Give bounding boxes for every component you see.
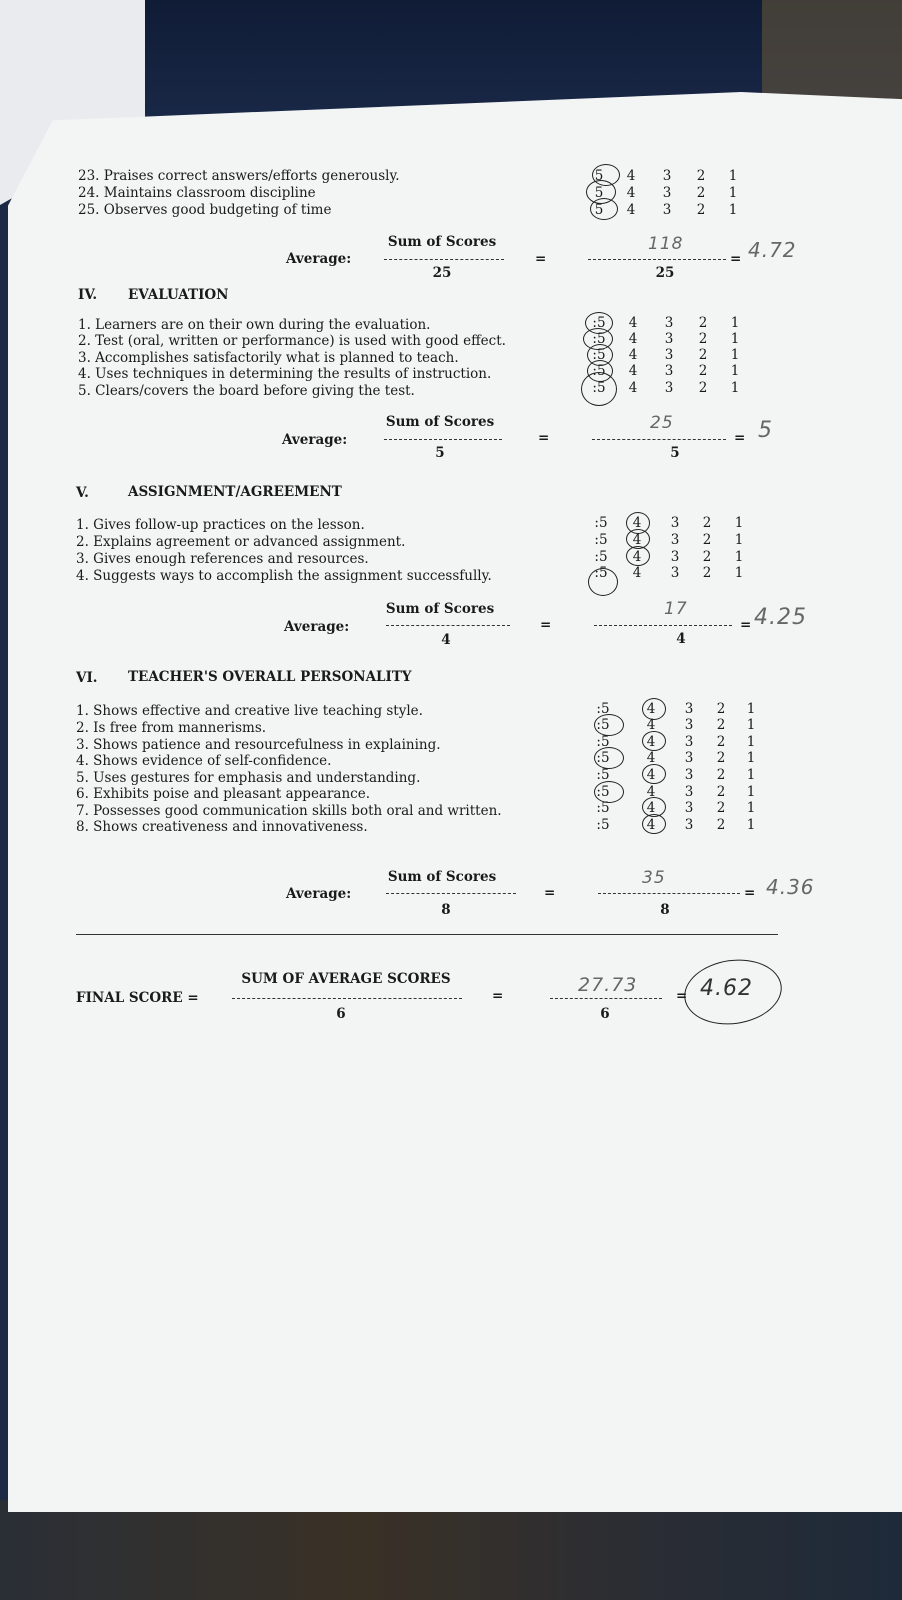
- rating-option-2[interactable]: 2: [702, 515, 712, 531]
- divisor: 4: [441, 632, 451, 648]
- rating-option-1[interactable]: 1: [746, 717, 756, 733]
- divisor: 4: [676, 631, 686, 647]
- rating-option-3[interactable]: 3: [684, 750, 694, 766]
- section-title: ASSIGNMENT/AGREEMENT: [128, 484, 342, 500]
- rating-option-3[interactable]: 3: [664, 347, 674, 363]
- rating-option-4[interactable]: 4: [628, 380, 638, 396]
- divisor: 8: [660, 902, 670, 918]
- rating-option-5[interactable]: :5: [592, 315, 606, 331]
- rating-option-2[interactable]: 2: [702, 532, 712, 548]
- selected-mark: [642, 731, 666, 751]
- equals-sign: =: [492, 988, 504, 1004]
- rating-option-2[interactable]: 2: [698, 315, 708, 331]
- rating-option-3[interactable]: 3: [662, 202, 672, 218]
- selected-mark: [590, 198, 618, 220]
- item-text: 8. Shows creativeness and innovativeness.: [76, 819, 368, 835]
- handwritten-sum: 17: [664, 599, 688, 619]
- item-text: 4. Suggests ways to accomplish the assignment successfully.: [76, 568, 492, 584]
- equals-sign: =: [734, 430, 746, 446]
- rating-option-5[interactable]: :5: [596, 784, 610, 800]
- fraction-bar: [232, 998, 462, 999]
- rating-option-4[interactable]: 4: [646, 767, 656, 783]
- divisor: 6: [600, 1006, 610, 1022]
- item-text: 7. Possesses good communication skills both oral and written.: [76, 803, 502, 819]
- rating-option-3[interactable]: 3: [664, 315, 674, 331]
- rating-option-2[interactable]: 2: [696, 202, 706, 218]
- handwritten-average: 4.36: [766, 875, 815, 899]
- rating-option-4[interactable]: 4: [626, 202, 636, 218]
- rating-option-1[interactable]: 1: [728, 202, 738, 218]
- rating-option-1[interactable]: 1: [730, 315, 740, 331]
- rating-option-5[interactable]: :5: [592, 363, 606, 379]
- item-text: 2. Explains agreement or advanced assignment.: [76, 534, 406, 550]
- rating-option-3[interactable]: 3: [670, 532, 680, 548]
- fraction-bar: [386, 893, 516, 894]
- rating-option-1[interactable]: 1: [728, 185, 738, 201]
- divisor: 5: [670, 445, 680, 461]
- rating-option-4[interactable]: 4: [646, 701, 656, 717]
- rating-option-4[interactable]: 4: [628, 331, 638, 347]
- rating-option-4[interactable]: 4: [628, 315, 638, 331]
- equals-sign: =: [538, 430, 550, 446]
- selected-mark: [594, 714, 624, 736]
- section-number: IV.: [78, 287, 98, 303]
- handwritten-sum: 35: [642, 868, 666, 888]
- rating-option-3[interactable]: 3: [684, 717, 694, 733]
- divisor: 8: [441, 902, 451, 918]
- divisor: 6: [336, 1006, 346, 1022]
- rating-option-3[interactable]: 3: [664, 380, 674, 396]
- item-text: 4. Uses techniques in determining the results of instruction.: [78, 366, 492, 382]
- equals-sign: =: [540, 617, 552, 633]
- average-label: Average:: [284, 619, 350, 635]
- fraction-bar: [588, 259, 726, 260]
- fraction-bar: [598, 893, 740, 894]
- rating-option-1[interactable]: 1: [746, 817, 756, 833]
- rating-option-2[interactable]: 2: [716, 800, 726, 816]
- rating-option-3[interactable]: 3: [664, 363, 674, 379]
- rating-option-5[interactable]: :5: [594, 532, 608, 548]
- rating-option-2[interactable]: 2: [698, 380, 708, 396]
- rating-option-5[interactable]: :5: [596, 734, 610, 750]
- rating-option-3[interactable]: 3: [662, 185, 672, 201]
- rating-option-4[interactable]: 4: [628, 347, 638, 363]
- item-text: 3. Gives enough references and resources.: [76, 551, 369, 567]
- section-number: VI.: [76, 670, 98, 686]
- rating-option-4[interactable]: 4: [646, 800, 656, 816]
- item-text: 2. Test (oral, written or performance) is used with good effect.: [78, 333, 506, 349]
- final-score-label: FINAL SCORE =: [76, 990, 199, 1006]
- rating-option-1[interactable]: 1: [730, 380, 740, 396]
- rating-option-5[interactable]: :5: [596, 701, 610, 717]
- selected-mark: [642, 764, 666, 784]
- average-label: Average:: [282, 432, 348, 448]
- rating-option-3[interactable]: 3: [684, 701, 694, 717]
- rating-option-2[interactable]: 2: [698, 363, 708, 379]
- rating-option-1[interactable]: 1: [730, 363, 740, 379]
- rating-option-1[interactable]: 1: [746, 767, 756, 783]
- item-23: 23. Praises correct answers/efforts generously.: [78, 168, 400, 184]
- rating-option-5[interactable]: :5: [594, 549, 608, 565]
- rating-option-1[interactable]: 1: [730, 347, 740, 363]
- fraction-bar: [384, 259, 504, 260]
- item-text: 5. Clears/covers the board before giving the test.: [78, 383, 415, 399]
- rating-option-5[interactable]: :5: [594, 565, 608, 581]
- rating-option-4[interactable]: 4: [646, 717, 656, 733]
- rating-option-1[interactable]: 1: [730, 331, 740, 347]
- handwritten-average: 4.72: [748, 238, 797, 262]
- equals-sign: =: [535, 251, 547, 267]
- selected-mark: [588, 568, 618, 596]
- fraction-bar: [386, 625, 510, 626]
- rating-option-3[interactable]: 3: [664, 331, 674, 347]
- equals-sign: =: [730, 251, 742, 267]
- average-label: Average:: [286, 886, 352, 902]
- rating-option-2[interactable]: 2: [716, 784, 726, 800]
- rating-option-4[interactable]: 4: [632, 532, 642, 548]
- selected-mark: [626, 546, 650, 566]
- rating-option-3[interactable]: 3: [670, 515, 680, 531]
- rating-option-2[interactable]: 2: [716, 717, 726, 733]
- handwritten-sum: 118: [648, 234, 684, 254]
- item-text: 1. Shows effective and creative live teaching style.: [76, 703, 423, 719]
- rating-option-5[interactable]: :5: [594, 515, 608, 531]
- rating-option-3[interactable]: 3: [684, 734, 694, 750]
- sum-of-scores-label: Sum of Scores: [387, 234, 497, 250]
- item-text: 4. Shows evidence of self-confidence.: [76, 753, 332, 769]
- rating-option-1[interactable]: 1: [728, 168, 738, 184]
- rating-option-1[interactable]: 1: [746, 784, 756, 800]
- divisor: 25: [655, 265, 675, 281]
- sum-of-scores-label: Sum of Scores: [385, 414, 495, 430]
- handwritten-final-score: 4.62: [700, 976, 753, 1001]
- handwritten-sum: 25: [650, 413, 674, 433]
- item-text: 1. Learners are on their own during the evaluation.: [78, 317, 431, 333]
- rating-option-1[interactable]: 1: [734, 532, 744, 548]
- rating-option-5[interactable]: :5: [596, 750, 610, 766]
- selected-mark: [594, 781, 624, 803]
- fraction-bar: [594, 625, 732, 626]
- section-number: V.: [76, 485, 89, 501]
- rating-option-2[interactable]: 2: [696, 185, 706, 201]
- rating-option-4[interactable]: 4: [646, 750, 656, 766]
- item-text: 5. Uses gestures for emphasis and understanding.: [76, 770, 421, 786]
- selected-mark: [642, 698, 666, 720]
- section-title: EVALUATION: [128, 287, 229, 303]
- rating-option-1[interactable]: 1: [746, 750, 756, 766]
- rating-option-3[interactable]: 3: [670, 549, 680, 565]
- rating-option-1[interactable]: 1: [746, 800, 756, 816]
- sum-of-average-scores-label: SUM OF AVERAGE SCORES: [241, 971, 451, 987]
- equals-sign: =: [676, 988, 688, 1004]
- fraction-bar: [550, 998, 662, 999]
- rating-option-3[interactable]: 3: [684, 767, 694, 783]
- rating-option-4[interactable]: 4: [646, 817, 656, 833]
- rating-option-3[interactable]: 3: [684, 800, 694, 816]
- equals-sign: =: [740, 617, 752, 633]
- rating-option-2[interactable]: 2: [716, 701, 726, 717]
- fraction-bar: [384, 439, 502, 440]
- rating-option-1[interactable]: 1: [746, 734, 756, 750]
- rating-option-2[interactable]: 2: [696, 168, 706, 184]
- evaluation-form-page: [8, 92, 902, 1512]
- rating-option-1[interactable]: 1: [746, 701, 756, 717]
- rating-option-5[interactable]: 5: [594, 168, 604, 184]
- rating-option-2[interactable]: 2: [702, 549, 712, 565]
- selected-mark: [594, 747, 624, 769]
- rating-option-2[interactable]: 2: [716, 734, 726, 750]
- rating-option-1[interactable]: 1: [734, 565, 744, 581]
- rating-option-4[interactable]: 4: [632, 549, 642, 565]
- rating-option-5[interactable]: :5: [592, 347, 606, 363]
- rating-option-4[interactable]: 4: [626, 185, 636, 201]
- rating-option-2[interactable]: 2: [716, 750, 726, 766]
- rating-option-2[interactable]: 2: [698, 331, 708, 347]
- item-24: 24. Maintains classroom discipline: [78, 185, 316, 201]
- item-text: 3. Accomplishes satisfactorily what is planned to teach.: [78, 350, 459, 366]
- rating-option-3[interactable]: 3: [670, 565, 680, 581]
- selected-mark: [642, 814, 666, 834]
- rating-option-5[interactable]: :5: [596, 717, 610, 733]
- average-label: Average:: [286, 251, 352, 267]
- rating-option-4[interactable]: 4: [626, 168, 636, 184]
- section-title: TEACHER'S OVERALL PERSONALITY: [128, 669, 412, 685]
- rating-option-2[interactable]: 2: [716, 817, 726, 833]
- handwritten-average: 5: [758, 418, 773, 443]
- item-text: 3. Shows patience and resourcefulness in explaining.: [76, 737, 441, 753]
- item-text: 6. Exhibits poise and pleasant appearance.: [76, 786, 371, 802]
- equals-sign: =: [544, 885, 556, 901]
- rating-option-4[interactable]: 4: [646, 734, 656, 750]
- rating-option-4[interactable]: 4: [628, 363, 638, 379]
- item-text: 2. Is free from mannerisms.: [76, 720, 267, 736]
- handwritten-sum: 27.73: [578, 974, 638, 996]
- item-text: 1. Gives follow-up practices on the lesson.: [76, 517, 365, 533]
- sum-of-scores-label: Sum of Scores: [385, 601, 495, 617]
- background-corner: [762, 0, 902, 110]
- rating-option-3[interactable]: 3: [684, 817, 694, 833]
- rating-option-4[interactable]: 4: [632, 565, 642, 581]
- rating-option-5[interactable]: :5: [592, 380, 606, 396]
- background-floor: [0, 1500, 902, 1600]
- rating-option-3[interactable]: 3: [662, 168, 672, 184]
- rating-option-5[interactable]: :5: [596, 767, 610, 783]
- rating-option-5[interactable]: 5: [594, 185, 604, 201]
- rating-option-4[interactable]: 4: [646, 784, 656, 800]
- rating-option-2[interactable]: 2: [702, 565, 712, 581]
- sum-of-scores-label: Sum of Scores: [387, 869, 497, 885]
- rating-option-5[interactable]: :5: [596, 800, 610, 816]
- item-25: 25. Observes good budgeting of time: [78, 202, 332, 218]
- rating-option-1[interactable]: 1: [734, 515, 744, 531]
- divider-line: [76, 934, 778, 935]
- rating-option-5[interactable]: 5: [594, 202, 604, 218]
- rating-option-2[interactable]: 2: [716, 767, 726, 783]
- divisor: 5: [435, 445, 445, 461]
- rating-option-4[interactable]: 4: [632, 515, 642, 531]
- selected-mark: [581, 372, 617, 406]
- rating-option-5[interactable]: :5: [596, 817, 610, 833]
- fraction-bar: [592, 439, 726, 440]
- rating-option-2[interactable]: 2: [698, 347, 708, 363]
- equals-sign: =: [744, 885, 756, 901]
- rating-option-5[interactable]: :5: [592, 331, 606, 347]
- rating-option-1[interactable]: 1: [734, 549, 744, 565]
- divisor: 25: [432, 265, 452, 281]
- handwritten-average: 4.25: [754, 605, 807, 630]
- rating-option-3[interactable]: 3: [684, 784, 694, 800]
